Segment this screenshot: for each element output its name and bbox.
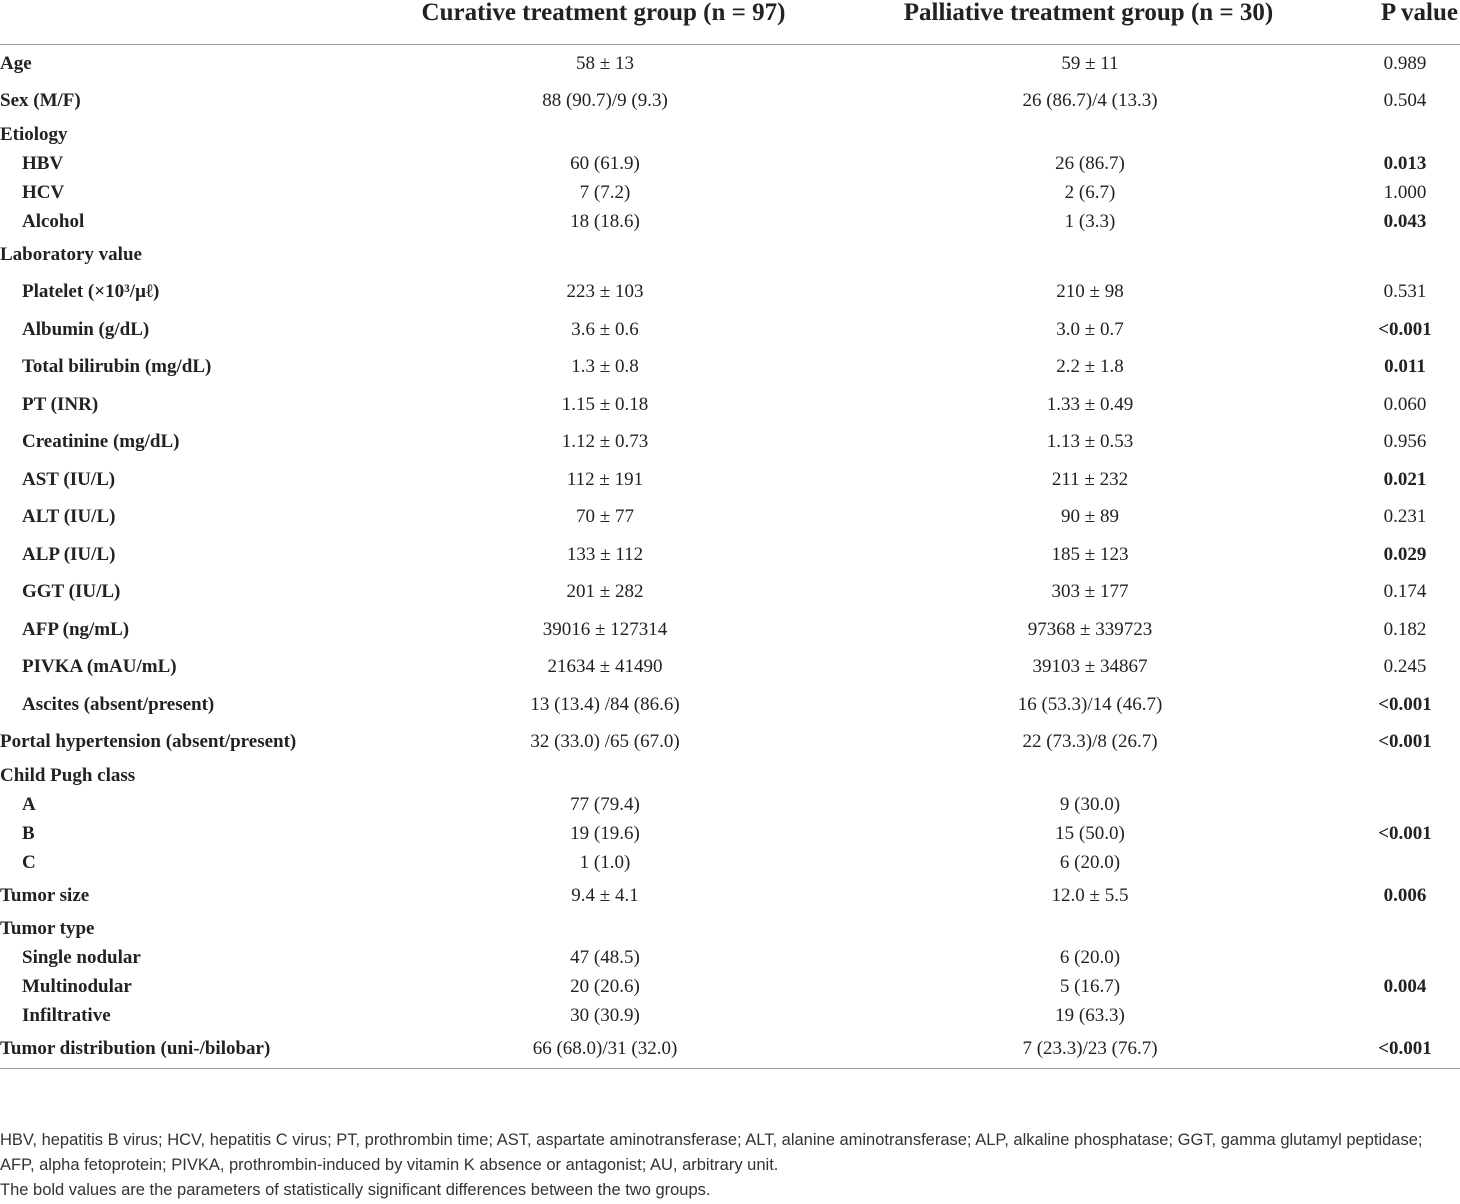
p-value: <0.001 xyxy=(1350,1031,1460,1069)
table-row xyxy=(0,178,1460,207)
footnote-abbreviations: HBV, hepatitis B virus; HCV, hepatitis C virus; PT, prothrombin time; AST, aspartate aminotransferase; ALT, alanine aminotransferase; ALP, alkaline phosphatase; GGT, gamma glutamyl peptidase; AFP, alpha fetoprotein; PIVKA, prothrombin-induced by vitamin K absence or antagonist; AU, arbitrary unit. xyxy=(0,1131,1423,1174)
table-row xyxy=(0,574,1460,612)
curative-value: 21634 ± 41490 xyxy=(547,656,663,678)
table-header-row xyxy=(0,0,1460,45)
curative-value: 9.4 ± 4.1 xyxy=(571,884,639,906)
curative-value xyxy=(380,236,830,274)
curative-value: 77 (79.4) xyxy=(570,793,640,815)
palliative-value: 26 (86.7)/4 (13.3) xyxy=(1022,90,1158,112)
curative-value: 223 ± 103 xyxy=(566,281,644,303)
table-row xyxy=(0,461,1460,499)
row-label: Total bilirubin (mg/dL) xyxy=(22,356,212,378)
palliative-value: 303 ± 177 xyxy=(1051,581,1129,603)
row-label: Child Pugh class xyxy=(0,764,136,786)
curative-value: 58 ± 13 xyxy=(576,52,634,74)
row-label: Age xyxy=(0,52,32,74)
table-row xyxy=(0,207,1460,236)
table-row xyxy=(0,236,1460,274)
row-label: Single nodular xyxy=(22,947,141,968)
p-value: 0.504 xyxy=(1383,90,1427,112)
table-row xyxy=(0,386,1460,424)
row-label: AFP (ng/mL) xyxy=(22,618,130,640)
table-row xyxy=(0,724,1460,762)
table-row xyxy=(0,83,1460,121)
table-body xyxy=(0,45,1460,1069)
curative-value xyxy=(380,120,830,149)
table-row xyxy=(0,424,1460,462)
row-label: Portal hypertension (absent/present) xyxy=(0,731,297,753)
row-label: B xyxy=(22,822,35,844)
palliative-value: 39103 ± 34867 xyxy=(1032,656,1148,678)
palliative-value: 5 (16.7) xyxy=(1059,976,1121,997)
palliative-value: 22 (73.3)/8 (26.7) xyxy=(1022,731,1158,753)
palliative-value: 210 ± 98 xyxy=(1056,281,1124,303)
row-label: PIVKA (mAU/mL) xyxy=(22,656,177,678)
p-value: 0.531 xyxy=(1383,281,1427,303)
table-row xyxy=(0,944,1460,973)
row-label: C xyxy=(22,851,36,873)
palliative-value: 2.2 ± 1.8 xyxy=(1056,356,1124,378)
table-row xyxy=(0,790,1460,819)
p-value: 0.011 xyxy=(1384,356,1426,378)
curative-value: 13 (13.4) /84 (86.6) xyxy=(530,693,680,715)
p-value: <0.001 xyxy=(1378,693,1432,715)
palliative-value: 90 ± 89 xyxy=(1061,506,1119,528)
palliative-value: 1 (3.3) xyxy=(1064,210,1116,232)
curative-value: 60 (61.9) xyxy=(570,152,640,174)
palliative-value: 9 (30.0) xyxy=(1059,793,1121,815)
p-value: 0.989 xyxy=(1383,52,1427,74)
p-value: 0.231 xyxy=(1383,506,1427,528)
palliative-value: 6 (20.0) xyxy=(1059,947,1121,968)
palliative-value xyxy=(830,761,1350,790)
p-value xyxy=(1350,848,1460,877)
curative-value: 1.3 ± 0.8 xyxy=(571,356,639,378)
palliative-value: 16 (53.3)/14 (46.7) xyxy=(1017,693,1163,715)
table-row xyxy=(0,1031,1460,1069)
row-label: Infiltrative xyxy=(22,1005,111,1026)
p-value: 0.182 xyxy=(1383,618,1427,640)
curative-value: 18 (18.6) xyxy=(570,210,640,232)
row-label: Tumor size xyxy=(0,884,90,906)
curative-value xyxy=(380,915,830,944)
header-curative-group: Curative treatment group (n = 97) xyxy=(380,0,830,45)
palliative-value: 15 (50.0) xyxy=(1055,822,1125,844)
p-value: 0.021 xyxy=(1383,468,1427,490)
p-value: <0.001 xyxy=(1378,731,1432,753)
table-row xyxy=(0,761,1460,790)
palliative-value: 59 ± 11 xyxy=(1061,52,1119,74)
table-row xyxy=(0,349,1460,387)
row-label: Albumin (g/dL) xyxy=(22,318,150,340)
p-value xyxy=(1350,790,1460,819)
palliative-value: 185 ± 123 xyxy=(1051,543,1129,565)
footnote-bold-note: The bold values are the parameters of statistically significant differences between the two groups. xyxy=(0,1181,711,1199)
curative-value: 66 (68.0)/31 (32.0) xyxy=(380,1031,830,1069)
palliative-value: 2 (6.7) xyxy=(1064,181,1116,203)
row-label: Etiology xyxy=(0,123,68,145)
row-label: ALP (IU/L) xyxy=(22,543,116,565)
table-row xyxy=(0,915,1460,944)
palliative-value xyxy=(830,120,1350,149)
p-value: 0.006 xyxy=(1383,884,1427,906)
curative-value: 112 ± 191 xyxy=(566,468,644,490)
p-value: 0.029 xyxy=(1383,543,1427,565)
table-footnote xyxy=(0,1128,1460,1203)
p-value: <0.001 xyxy=(1378,318,1432,340)
table-row xyxy=(0,45,1460,83)
table-row xyxy=(0,149,1460,178)
palliative-value xyxy=(830,915,1350,944)
palliative-value xyxy=(830,236,1350,274)
header-p-value: P value xyxy=(1350,0,1460,45)
header-palliative-group: Palliative treatment group (n = 30) xyxy=(830,0,1350,45)
row-label: A xyxy=(22,793,36,815)
row-label: Platelet (×10³/μℓ) xyxy=(22,281,160,303)
p-value: 0.013 xyxy=(1383,152,1427,174)
p-value: <0.001 xyxy=(1378,822,1432,844)
palliative-value: 3.0 ± 0.7 xyxy=(1056,318,1124,340)
curative-value xyxy=(380,761,830,790)
table-row xyxy=(0,536,1460,574)
p-value xyxy=(1350,761,1460,790)
palliative-value: 1.33 ± 0.49 xyxy=(1046,393,1134,415)
curative-value: 133 ± 112 xyxy=(566,543,644,565)
row-label: HBV xyxy=(22,152,64,174)
row-label: Laboratory value xyxy=(0,243,142,265)
row-label: Ascites (absent/present) xyxy=(22,693,215,715)
table-row xyxy=(0,499,1460,537)
curative-value: 32 (33.0) /65 (67.0) xyxy=(530,731,680,753)
curative-value: 1 (1.0) xyxy=(579,851,631,873)
curative-value: 39016 ± 127314 xyxy=(542,618,668,640)
p-value xyxy=(1350,1002,1460,1031)
palliative-value: 97368 ± 339723 xyxy=(1027,618,1153,640)
p-value: 0.245 xyxy=(1383,656,1427,678)
curative-value: 88 (90.7)/9 (9.3) xyxy=(542,90,668,112)
row-label: GGT (IU/L) xyxy=(22,581,121,603)
row-label: ALT (IU/L) xyxy=(22,506,116,528)
p-value xyxy=(1350,120,1460,149)
table-row xyxy=(0,973,1460,1002)
palliative-value: 26 (86.7) xyxy=(1055,152,1125,174)
curative-value: 7 (7.2) xyxy=(579,181,631,203)
row-label: Tumor distribution (uni-/bilobar) xyxy=(0,1031,380,1069)
table-row xyxy=(0,686,1460,724)
table-row xyxy=(0,848,1460,877)
curative-value: 30 (30.9) xyxy=(570,1005,640,1026)
curative-value: 19 (19.6) xyxy=(570,822,640,844)
curative-value: 20 (20.6) xyxy=(570,976,640,997)
curative-value: 1.12 ± 0.73 xyxy=(561,431,649,453)
curative-value: 47 (48.5) xyxy=(570,947,640,968)
row-label: AST (IU/L) xyxy=(22,468,116,490)
palliative-value: 6 (20.0) xyxy=(1059,851,1121,873)
row-label: Creatinine (mg/dL) xyxy=(22,431,180,453)
table-row xyxy=(0,649,1460,687)
p-value: 0.174 xyxy=(1383,581,1427,603)
p-value xyxy=(1350,236,1460,274)
p-value: 0.004 xyxy=(1383,976,1427,997)
palliative-value: 1.13 ± 0.53 xyxy=(1046,431,1134,453)
table-row xyxy=(0,611,1460,649)
table-row xyxy=(0,311,1460,349)
palliative-value: 19 (63.3) xyxy=(1055,1005,1125,1026)
table-row xyxy=(0,877,1460,915)
p-value: 0.956 xyxy=(1383,431,1427,453)
curative-value: 70 ± 77 xyxy=(576,506,634,528)
palliative-value: 7 (23.3)/23 (76.7) xyxy=(830,1031,1350,1069)
p-value: 1.000 xyxy=(1383,181,1427,203)
curative-value: 3.6 ± 0.6 xyxy=(571,318,639,340)
table-row xyxy=(0,274,1460,312)
table-row xyxy=(0,1002,1460,1031)
row-label: HCV xyxy=(22,181,65,203)
p-value: 0.043 xyxy=(1383,210,1427,232)
table-row xyxy=(0,819,1460,848)
header-label-column xyxy=(0,0,380,45)
curative-value: 201 ± 282 xyxy=(566,581,644,603)
row-label: Alcohol xyxy=(22,210,85,232)
row-label: PT (INR) xyxy=(22,393,99,415)
row-label: Sex (M/F) xyxy=(0,90,81,112)
p-value xyxy=(1350,915,1460,944)
curative-value: 1.15 ± 0.18 xyxy=(561,393,649,415)
p-value: 0.060 xyxy=(1383,393,1427,415)
p-value xyxy=(1350,944,1460,973)
palliative-value: 211 ± 232 xyxy=(1051,468,1129,490)
table-row xyxy=(0,120,1460,149)
palliative-value: 12.0 ± 5.5 xyxy=(1051,884,1129,906)
row-label: Tumor type xyxy=(0,918,95,939)
row-label: Multinodular xyxy=(22,976,132,997)
